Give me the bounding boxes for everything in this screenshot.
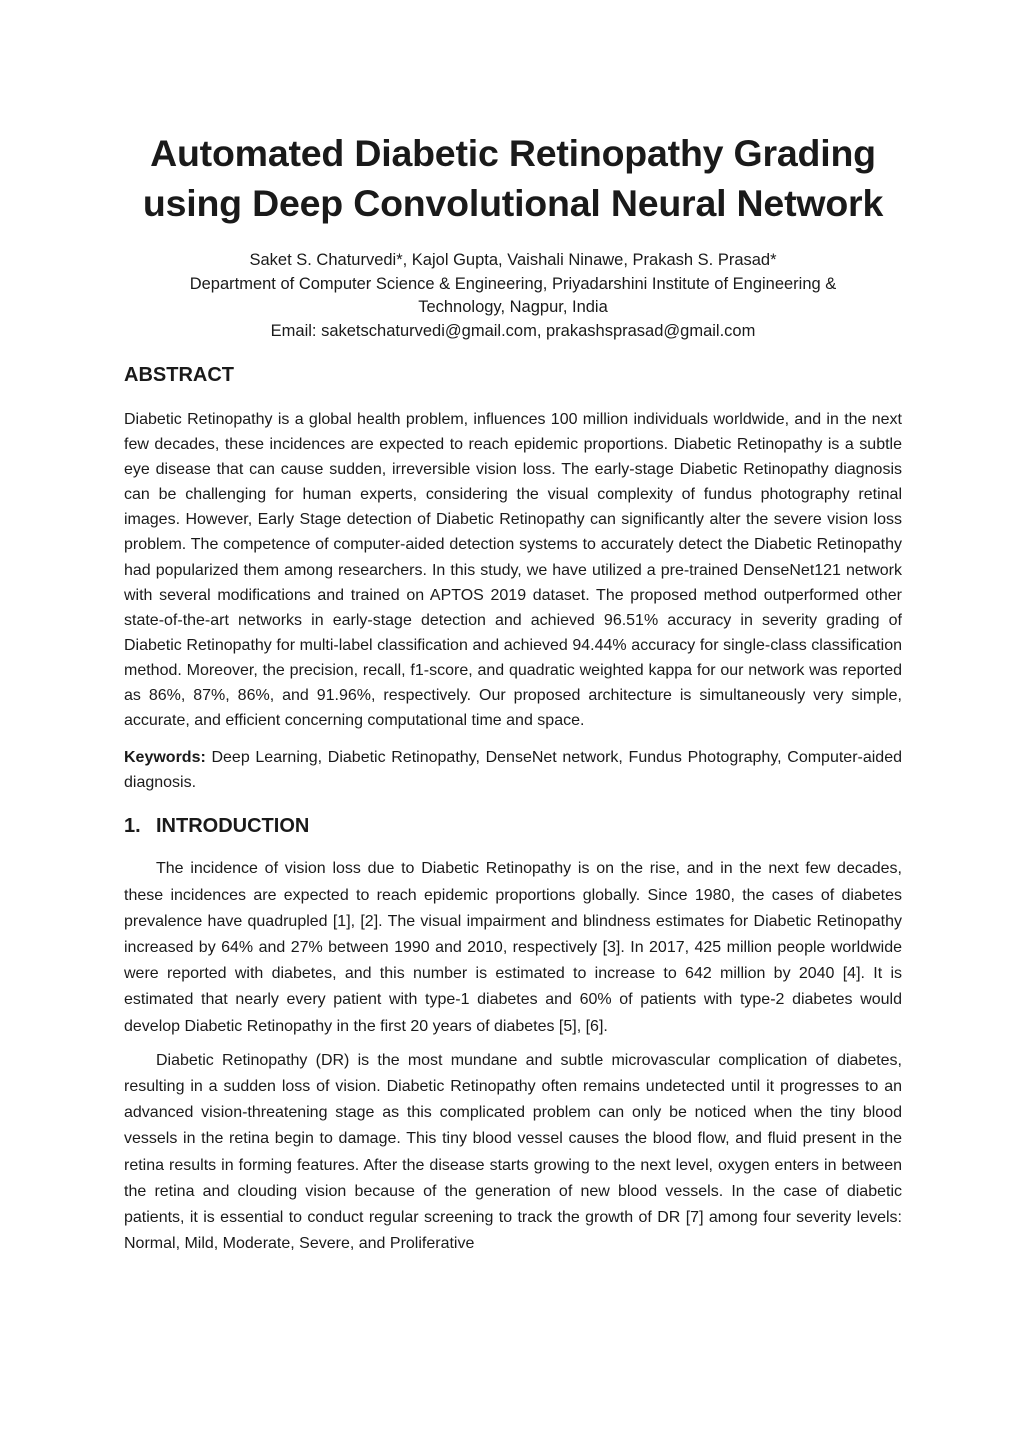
paper-title bbox=[124, 128, 902, 228]
keywords bbox=[124, 745, 902, 795]
section-number: 1. bbox=[124, 815, 141, 838]
section-title: INTRODUCTION bbox=[156, 815, 310, 838]
intro-paragraph-2: Diabetic Retinopathy (DR) is the most mundane and subtle microvascular complication of diabetes, resulting in a sudden loss of vision. Diabetic Retinopathy often remains undetected until it progresses to an advanced vision-threatening stage as this complicated problem can only be noticed when the tiny blood vessels in the retina begin to damage. This tiny blood vessel causes the blood flow, and fluid present in the retina results in forming features. After the disease starts growing to the next level, oxygen enters in between the retina and clouding vision because of the generation of new blood vessels. In the case of diabetic patients, it is essential to conduct regular screening to track the growth of DR [7] among four severity levels: Normal, Mild, Moderate, Severe, and Proliferative bbox=[124, 1051, 902, 1253]
author-block bbox=[124, 249, 902, 343]
section-heading-introduction bbox=[124, 812, 902, 840]
keywords-text: Deep Learning, Diabetic Retinopathy, DenseNet network, Fundus Photography, Computer-aided diagnosis. bbox=[124, 749, 902, 792]
intro-paragraph-1: The incidence of vision loss due to Diabetic Retinopathy is on the rise, and in the next few decades, these incidences are expected to reach epidemic proportions globally. Since 1980, the cases of diabetes prevalence have quadrupled [1], [2]. The visual impairment and blindness estimates for Diabetic Retinopathy increased by 64% and 27% between 1990 and 2010, respectively [3]. In 2017, 425 million people worldwide were reported with diabetes, and this number is estimated to increase to 642 million by 2040 [4]. It is estimated that nearly every patient with type-1 diabetes and 60% of patients with type-2 diabetes would develop Diabetic Retinopathy in the first 20 years of diabetes [5], [6]. bbox=[124, 860, 902, 1035]
paper-page bbox=[124, 128, 902, 1257]
affiliation-line-2: Technology, Nagpur, India bbox=[418, 298, 608, 316]
title-line-1: Automated Diabetic Retinopathy Grading bbox=[150, 132, 876, 174]
keywords-label: Keywords: bbox=[124, 749, 206, 767]
abstract-heading: ABSTRACT bbox=[124, 364, 234, 386]
authors: Saket S. Chaturvedi*, Kajol Gupta, Vaishali Ninawe, Prakash S. Prasad* bbox=[249, 251, 777, 269]
affiliation-line-1: Department of Computer Science & Engineering, Priyadarshini Institute of Engineering & bbox=[189, 274, 837, 293]
title-line-2: using Deep Convolutional Neural Network bbox=[142, 182, 884, 224]
author-emails: Email: saketschaturvedi@gmail.com, prakashsprasad@gmail.com bbox=[270, 321, 756, 340]
abstract-text: Diabetic Retinopathy is a global health problem, influences 100 million individuals worldwide, and in the next few decades, these incidences are expected to reach epidemic proportions. Diabetic Retinopathy is a subtle eye disease that can cause sudden, irreversible vision loss. The early-stage Diabetic Retinopathy diagnosis can be challenging for human experts, considering the visual complexity of fundus photography retinal images. However, Early Stage detection of Diabetic Retinopathy can significantly alter the severe vision loss problem. The competence of computer-aided detection systems to accurately detect the Diabetic Retinopathy had popularized them among researchers. In this study, we have utilized a pre-trained DenseNet121 network with several modifications and trained on APTOS 2019 dataset. The proposed method outperformed other state-of-the-art networks in early-stage detection and achieved 96.51% accuracy in severity grading of Diabetic Retinopathy for multi-label classification and achieved 94.44% accuracy for single-class classification method. Moreover, the precision, recall, f1-score, and quadratic weighted kappa for our network was reported as 86%, 87%, 86%, and 91.96%, respectively. Our proposed architecture is simultaneously very simple, accurate, and efficient concerning computational time and space. bbox=[124, 411, 902, 730]
